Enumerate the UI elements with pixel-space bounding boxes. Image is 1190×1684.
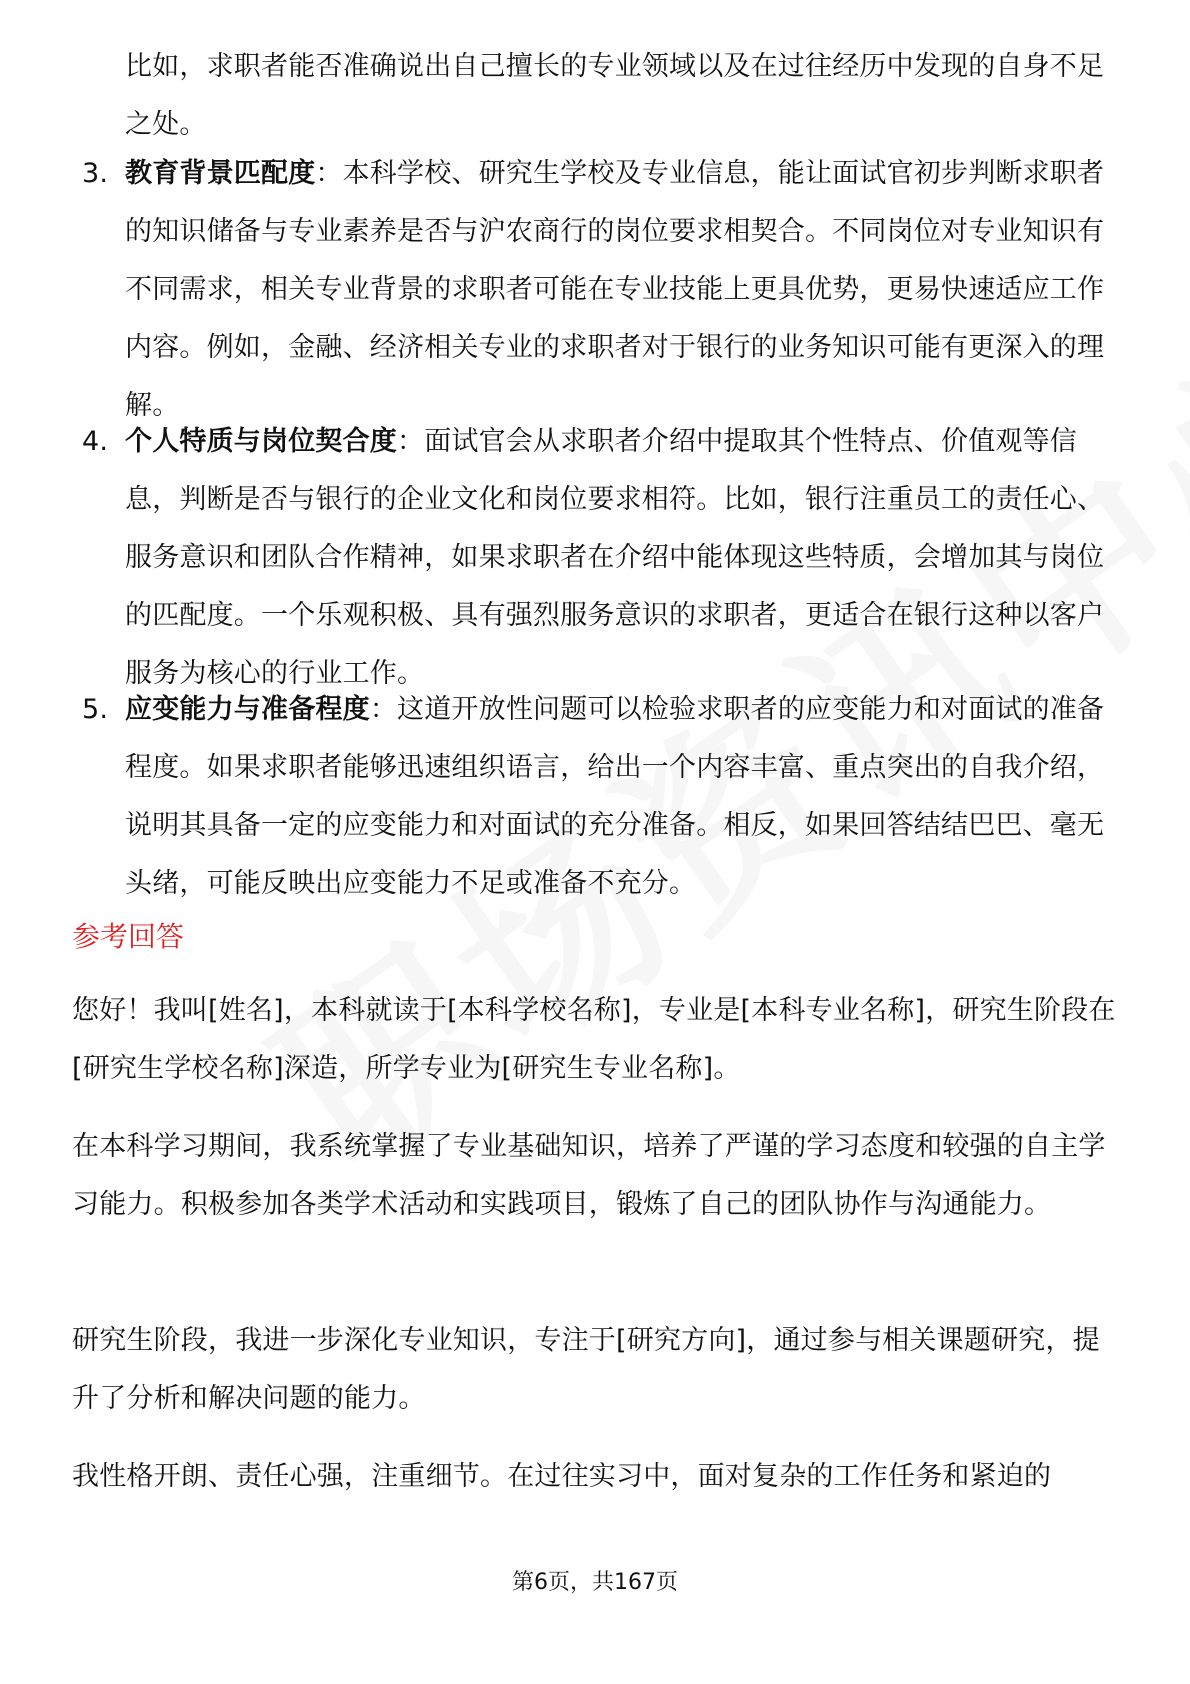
list-term: 个人特质与岗位契合度 <box>125 426 397 457</box>
list-text: 面试官会从求职者介绍中提取其个性特点、价值观等信息，判断是否与银行的企业文化和岗位要求相符。比如，银行注重员工的责任心、服务意识和团队合作精神，如果求职者在介绍中能体现这些特质，会增加其与岗位的匹配度。一个乐观积极、具有强烈服务意识的求职者，更适合在银行这种以客户服务为核心的行业工作。 <box>125 426 1105 689</box>
page-footer: 第6页，共167页 <box>512 1570 678 1595</box>
list-body <box>125 681 1112 913</box>
list-body <box>125 145 1112 435</box>
list-item-3 <box>82 145 1112 435</box>
list-number: 5. <box>82 694 109 725</box>
list-term: 应变能力与准备程度 <box>125 694 370 725</box>
list-separator: ： <box>315 158 343 189</box>
list-item-4 <box>82 413 1112 703</box>
answer-paragraph-3: 研究生阶段，我进一步深化专业知识，专注于[研究方向]，通过参与相关课题研究，提升了分析和解决问题的能力。 <box>72 1325 1100 1414</box>
answer-paragraph-1: 您好！我叫[姓名]，本科就读于[本科学校名称]，专业是[本科专业名称]，研究生阶段在[研究生学校名称]深造，所学专业为[研究生专业名称]。 <box>72 995 1116 1084</box>
answer-paragraph-2: 在本科学习期间，我系统掌握了专业基础知识，培养了严谨的学习态度和较强的自主学习能力。积极参加各类学术活动和实践项目，锻炼了自己的团队协作与沟通能力。 <box>72 1131 1106 1220</box>
list-body <box>125 413 1112 703</box>
list-separator: ： <box>397 426 425 457</box>
list-number: 4. <box>82 426 109 457</box>
list-term: 教育背景匹配度 <box>125 158 316 189</box>
list-number: 3. <box>82 158 109 189</box>
intro-continuation: 比如，求职者能否准确说出自己擅长的专业领域以及在过往经历中发现的自身不足之处。 <box>125 51 1105 140</box>
list-item-5 <box>82 681 1112 913</box>
list-separator: ： <box>369 694 398 725</box>
section-title: 参考回答 <box>72 920 185 953</box>
list-text: 本科学校、研究生学校及专业信息，能让面试官初步判断求职者的知识储备与专业素养是否与沪农商行的岗位要求相契合。不同岗位对专业知识有不同需求，相关专业背景的求职者可能在专业技能上更具优势，更易快速适应工作内容。例如，金融、经济相关专业的求职者对于银行的业务知识可能有更深入的理解。 <box>125 158 1105 421</box>
list-text: 这道开放性问题可以检验求职者的应变能力和对面试的准备程度。如果求职者能够迅速组织语言，给出一个内容丰富、重点突出的自我介绍，说明其具备一定的应变能力和对面试的充分准备。相反，如果回答结结巴巴、毫无头绪，可能反映出应变能力不足或准备不充分。 <box>125 694 1105 899</box>
answer-paragraph-4: 我性格开朗、责任心强，注重细节。在过往实习中，面对复杂的工作任务和紧迫的 <box>72 1461 1052 1492</box>
